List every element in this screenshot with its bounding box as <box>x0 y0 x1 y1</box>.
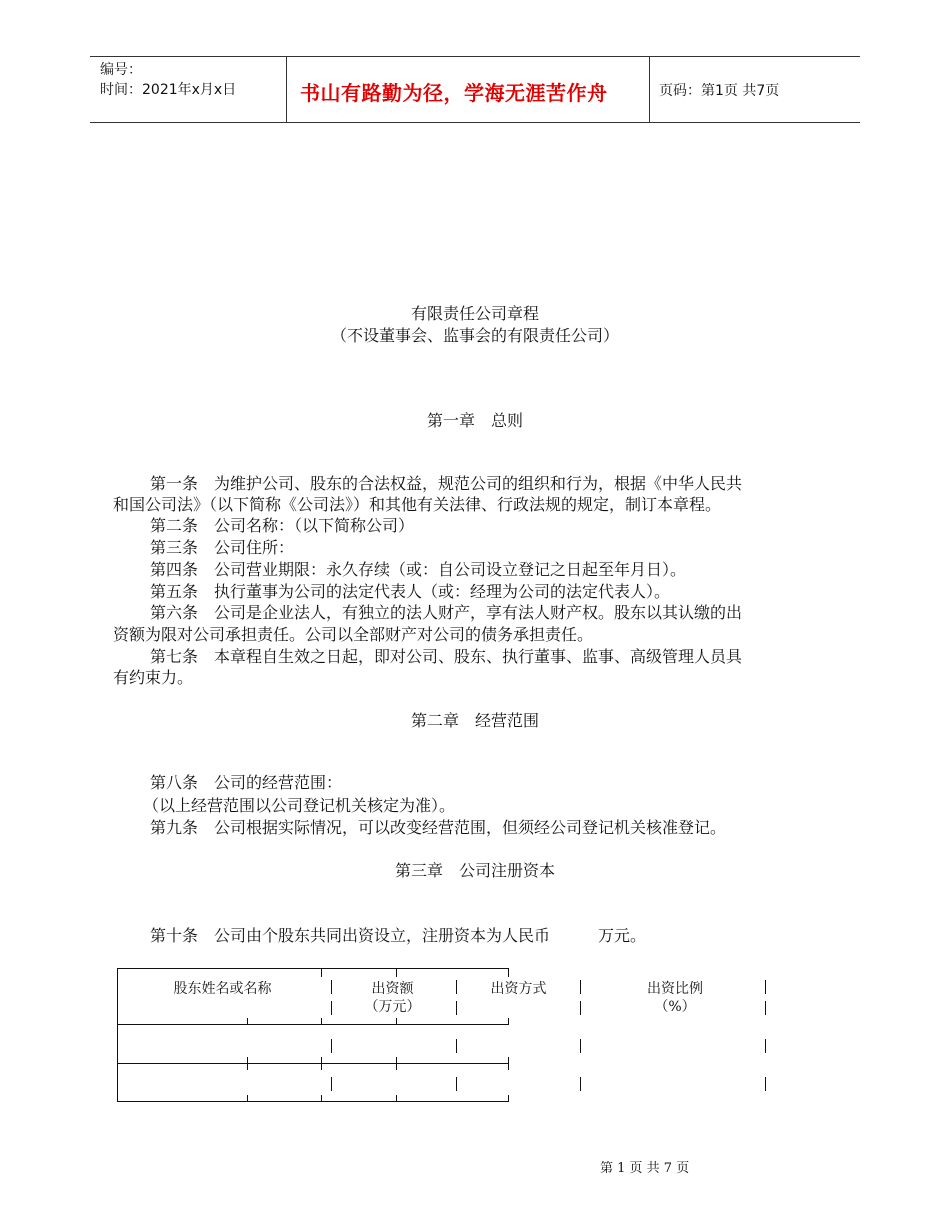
table-bar <box>456 980 457 994</box>
table-header-capital-amount-unit: （万元） <box>364 999 421 1015</box>
table-tick <box>321 1095 322 1102</box>
table-bar <box>331 1039 332 1053</box>
table-tick <box>508 968 509 977</box>
article-5: 第五条 执行董事为公司的法定代表人（或：经理为公司的法定代表人）。 <box>150 582 671 601</box>
article-7-line-1: 第七条 本章程自生效之日起，即对公司、股东、执行董事、监事、高级管理人员具 <box>150 647 743 666</box>
table-rule-bottom <box>117 1101 509 1102</box>
table-tick <box>247 1018 248 1025</box>
table-bar <box>765 1039 766 1053</box>
article-3: 第三条 公司住所： <box>150 538 295 557</box>
table-bar <box>331 1001 332 1015</box>
header-divider-right <box>649 57 650 123</box>
table-bar <box>765 980 766 994</box>
table-header-contribution-ratio <box>600 980 750 1016</box>
table-tick <box>508 1095 509 1102</box>
table-bar <box>580 1001 581 1015</box>
chapter-heading-2: 第二章 经营范围 <box>410 711 539 730</box>
header-bottom-rule <box>90 122 860 123</box>
header-meta <box>100 60 236 100</box>
table-bar <box>580 1039 581 1053</box>
table-bar <box>331 1077 332 1091</box>
table-tick <box>508 1018 509 1025</box>
chapter-heading-1: 第一章 总则 <box>426 411 523 430</box>
table-header-contribution-ratio-unit: （%） <box>654 999 696 1015</box>
table-tick <box>321 1057 322 1070</box>
table-tick <box>396 1057 397 1070</box>
table-rule-top <box>117 968 509 969</box>
table-tick <box>321 968 322 977</box>
article-4: 第四条 公司营业期限：永久存续（或：自公司设立登记之日起至年月日）。 <box>150 560 687 579</box>
header-number-label: 编号： <box>100 62 142 78</box>
table-bar <box>765 1001 766 1015</box>
header-top-rule <box>90 56 860 57</box>
article-10: 第十条 公司由个股东共同出资设立，注册资本为人民币 万元。 <box>150 926 647 945</box>
table-tick <box>508 1057 509 1070</box>
article-8-note: （以上经营范围以公司登记机关核定为准）。 <box>143 796 456 815</box>
header-time-label: 时间：2021年x月x日 <box>100 82 237 98</box>
table-tick <box>247 1057 248 1070</box>
article-9: 第九条 公司根据实际情况，可以改变经营范围，但须经公司登记机关核准登记。 <box>150 818 727 837</box>
table-bar <box>765 1077 766 1091</box>
table-bar <box>580 1077 581 1091</box>
chapter-heading-3: 第三章 公司注册资本 <box>394 861 555 880</box>
table-header-capital-amount <box>340 980 445 1016</box>
table-header-capital-amount-label: 出资额 <box>371 981 414 997</box>
header-motto: 书山有路勤为径，学海无涯苦作舟 <box>300 81 608 105</box>
table-edge-left <box>117 968 118 1102</box>
article-1-line-1: 第一条 为维护公司、股东的合法权益，规范公司的组织和行为，根据《中华人民共 <box>150 474 743 493</box>
table-header-contribution-method: 出资方式 <box>490 981 547 997</box>
table-rule-1 <box>117 1024 509 1025</box>
page-footer: 第 1 页 共 7 页 <box>600 1161 690 1176</box>
table-bar <box>456 1001 457 1015</box>
table-tick <box>396 1018 397 1025</box>
article-6-line-2: 资额为限对公司承担责任。公司以全部财产对公司的债务承担责任。 <box>113 625 594 644</box>
table-header-contribution-ratio-label: 出资比例 <box>647 981 703 997</box>
table-header-shareholder-name: 股东姓名或名称 <box>173 981 272 997</box>
table-bar <box>580 980 581 994</box>
header-page-info: 页码：第1页 共7页 <box>659 83 780 99</box>
article-6-line-1: 第六条 公司是企业法人，有独立的法人财产，享有法人财产权。股东以其认缴的出 <box>150 603 743 622</box>
table-rule-2 <box>117 1063 509 1064</box>
article-8: 第八条 公司的经营范围： <box>150 773 343 792</box>
table-bar <box>456 1077 457 1091</box>
header-divider-left <box>286 57 287 123</box>
table-tick <box>396 968 397 977</box>
table-bar <box>331 980 332 994</box>
table-tick <box>321 1018 322 1025</box>
article-7-line-2: 有约束力。 <box>113 668 194 687</box>
table-tick <box>396 1095 397 1102</box>
article-1-line-2: 和国公司法》（以下简称《公司法》）和其他有关法律、行政法规的规定，制订本章程。 <box>113 495 722 514</box>
article-2: 第二条 公司名称：（以下简称公司） <box>150 516 415 535</box>
table-tick <box>247 1095 248 1102</box>
document-title: 有限责任公司章程 <box>410 304 539 323</box>
table-bar <box>456 1039 457 1053</box>
document-subtitle: （不设董事会、监事会的有限责任公司） <box>330 326 619 345</box>
